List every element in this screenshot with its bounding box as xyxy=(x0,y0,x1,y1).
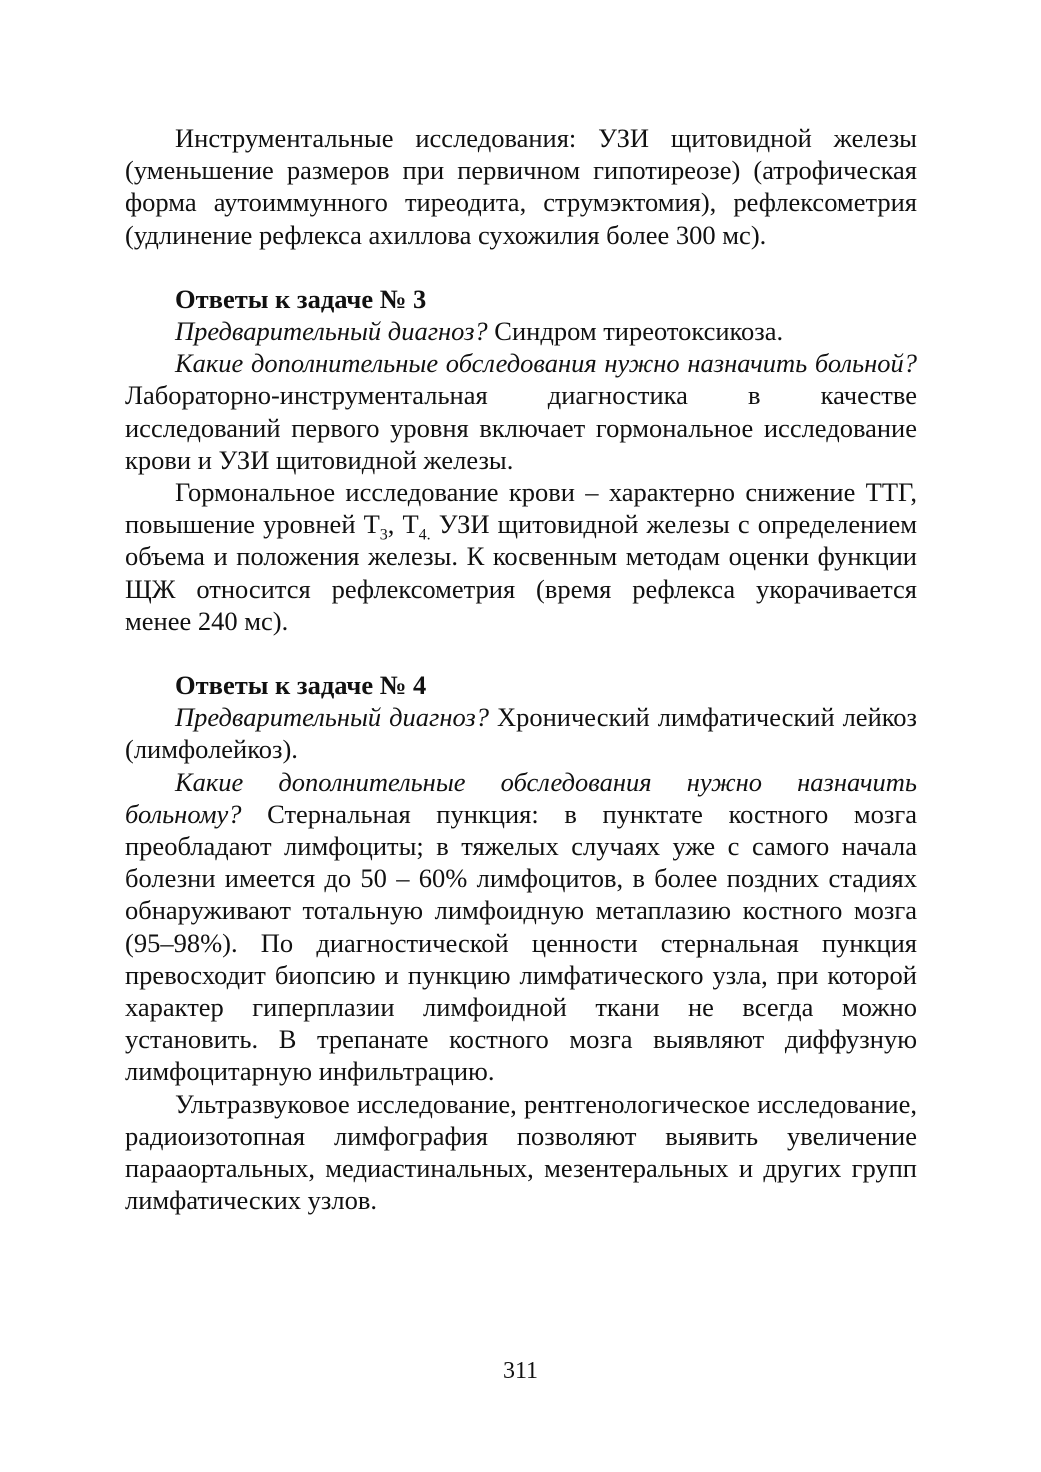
hormonal-text-start: Гормональное исследование крови – характерно снижение ТТГ, повышение уровней Т xyxy=(125,477,917,540)
section-gap xyxy=(125,251,917,283)
question-additional-exams: Какие дополнительные обследования нужно назначить больной? xyxy=(175,348,917,379)
task-3-examinations xyxy=(125,347,917,476)
task-4-imaging: Ультразвуковое исследование, рентгенологическое исследование, радиоизотопная лимфография позволяют выявить увеличение парааортальных, медиастинальных, мезентеральных и других групп лимфатических узлов. xyxy=(125,1088,917,1216)
subscript-4: 4. xyxy=(418,526,431,544)
question-additional-exams: Какие дополнительные обследования нужно назначить больному? xyxy=(125,766,917,829)
answer-preliminary-diagnosis: Хронический лимфатический лейкоз (лимфолейкоз). xyxy=(125,702,917,765)
question-preliminary-diagnosis: Предварительный диагноз? xyxy=(175,702,490,733)
task-3-hormonal xyxy=(125,476,917,637)
question-preliminary-diagnosis: Предварительный диагноз? xyxy=(175,316,488,347)
answer-additional-exams: Лабораторно-инструментальная диагностика в качестве исследований первого уровня включает гормональное исследование крови и УЗИ щитовидной железы. xyxy=(125,380,917,475)
answer-preliminary-diagnosis: Синдром тиреотоксикоза. xyxy=(487,316,784,347)
page-body xyxy=(125,122,917,1217)
subscript-3: 3 xyxy=(379,526,388,544)
hormonal-text-mid: , Т xyxy=(387,509,419,540)
task-3-diagnosis xyxy=(125,315,917,347)
section-gap xyxy=(125,637,917,669)
heading-task-4: Ответы к задаче № 4 xyxy=(175,670,427,701)
task-4-diagnosis xyxy=(125,701,917,765)
hormonal-text-end: УЗИ щитовидной железы с определением объема и положения железы. К косвенным методам оценки функции ЩЖ относится рефлексометрия (время рефлекса укорачивается менее 240 мс). xyxy=(125,509,917,636)
paragraph-instrumental: Инструментальные исследования: УЗИ щитовидной железы (уменьшение размеров при первичном гипотиреозе) (атрофическая форма аутоиммунного тиреодита, струмэктомия), рефлексометрия (удлинение рефлекса ахиллова сухожилия более 300 мс). xyxy=(125,123,917,250)
task-4-examinations xyxy=(125,766,917,1088)
answer-additional-exams: Стернальная пункция: в пунктате костного мозга преобладают лимфоциты; в тяжелых случаях уже с самого начала болезни имеется до 50 – 60% лимфоцитов, в более поздних стадиях обнаруживают тотальную лимфоидную метаплазию костного мозга (95–98%). По диагностической ценности стернальная пункция превосходит биопсию и пункцию лимфатического узла, при которой характер гиперплазии лимфоидной ткани не всегда можно установить. В трепанате костного мозга выявляют диффузную лимфоцитарную инфильтрацию. xyxy=(125,798,917,1087)
heading-task-3: Ответы к задаче № 3 xyxy=(175,283,427,314)
page-number: 311 xyxy=(502,1358,539,1384)
